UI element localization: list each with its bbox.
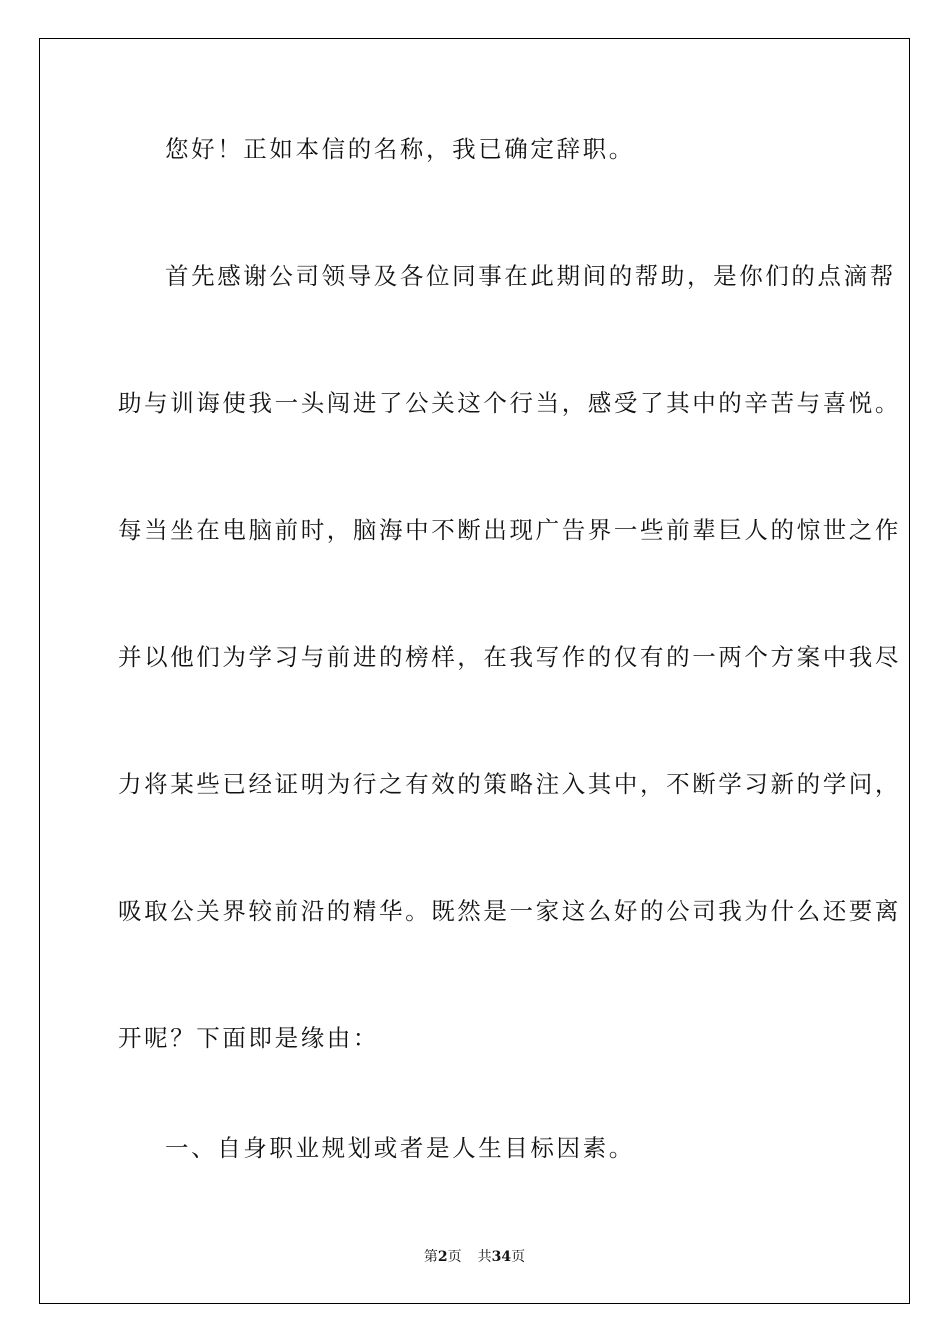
footer-total-suffix: 页 [511,1249,526,1265]
document-page [39,38,910,1304]
footer-page-suffix: 页 [447,1249,462,1265]
paragraph-line-3: 每当坐在电脑前时，脑海中不断出现广告界一些前辈巨人的惊世之作 [118,516,901,544]
paragraph-line-4: 并以他们为学习与前进的榜样，在我写作的仅有的一两个方案中我尽 [118,643,901,671]
footer-total-prefix: 共 [477,1249,492,1265]
section-heading: 一、自身职业规划或者是人生目标因素。 [165,1134,635,1162]
paragraph-line-2: 助与训诲使我一头闯进了公关这个行当，感受了其中的辛苦与喜悦。 [118,389,901,417]
page-footer [40,1248,909,1266]
paragraph-greeting: 您好！正如本信的名称，我已确定辞职。 [165,135,635,163]
paragraph-line-5: 力将某些已经证明为行之有效的策略注入其中，不断学习新的学问， [118,770,901,798]
footer-page-number: 2 [437,1249,448,1265]
paragraph-line-1: 首先感谢公司领导及各位同事在此期间的帮助，是你们的点滴帮 [165,262,896,290]
paragraph-line-7: 开呢？下面即是缘由： [118,1024,379,1052]
footer-total-pages: 34 [491,1249,512,1265]
paragraph-line-6: 吸取公关界较前沿的精华。既然是一家这么好的公司我为什么还要离 [118,897,901,925]
footer-page-prefix: 第 [423,1249,438,1265]
